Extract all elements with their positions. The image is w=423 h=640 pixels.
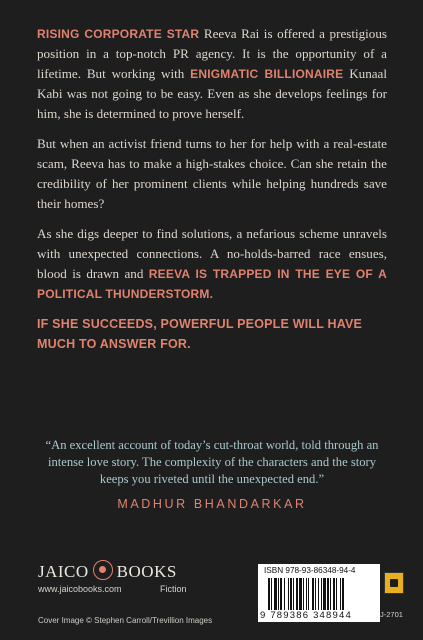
- barcode-bar: [306, 578, 307, 610]
- barcode-bar: [271, 578, 272, 610]
- barcode-bar: [293, 578, 294, 610]
- barcode-bar: [296, 578, 298, 610]
- barcode-bar: [290, 578, 292, 610]
- publisher-badge-icon: [384, 572, 404, 594]
- isbn-number: ISBN 978-93-86348-94-4: [264, 566, 356, 575]
- barcode-bar: [274, 578, 277, 610]
- testimonial-author: MADHUR BHANDARKAR: [117, 497, 307, 511]
- barcode-bar: [280, 578, 282, 610]
- barcode-bar: [333, 578, 335, 610]
- blurb-paragraph-2: But when an activist friend turns to her for help with a real-estate scam, Reeva has to make a high-stakes choice. Can she retain the credibility of her prominent clients while helping hundreds save their homes?: [37, 136, 387, 211]
- barcode-icon: [268, 578, 372, 610]
- testimonial-quote: “An excellent account of today’s cut-throat world, told through an intense love story. The complexity of the characters and the story keeps you riveted until the unexpected end.”: [45, 438, 379, 486]
- blurb-paragraph-3: [37, 224, 387, 304]
- barcode-bar: [288, 578, 289, 610]
- product-code: J-2701: [380, 610, 403, 619]
- barcode-bar: [321, 578, 322, 610]
- blurb-text: Reeva Rai is offered a prestigious position in a top-notch PR agency. It is the opportunity of a lifetime. But working with: [37, 26, 387, 81]
- jaico-sun-logo-icon: [93, 560, 113, 580]
- blurb-headline: IF SHE SUCCEEDS, POWERFUL PEOPLE WILL HAVE MUCH TO ANSWER FOR.: [37, 317, 363, 351]
- blurb-text: As she digs deeper to find solutions, a nefarious scheme unravels with unexpected connections. A no-holds-barred race ensues, blood is drawn and: [37, 226, 387, 281]
- blurb: [37, 24, 387, 364]
- barcode-bar: [303, 578, 304, 610]
- barcode-bar: [278, 578, 279, 610]
- publisher-name-left: JAICO: [38, 562, 89, 581]
- blurb-paragraph-1: [37, 24, 387, 124]
- publisher-block: [38, 560, 258, 600]
- barcode-bar: [299, 578, 302, 610]
- cover-image-credit: Cover Image © Stephen Carroll/Trevillion Images: [38, 616, 213, 625]
- barcode-bar: [318, 578, 319, 610]
- barcode-bar: [330, 578, 331, 610]
- barcode-bar: [342, 578, 344, 610]
- publisher-name: [38, 560, 177, 582]
- highlight-reeva-trapped: REEVA IS TRAPPED IN THE EYE OF A POLITICAL THUNDERSTORM.: [37, 267, 388, 301]
- barcode-bar: [327, 578, 329, 610]
- barcode-box: [258, 564, 380, 622]
- barcode-bar: [315, 578, 316, 610]
- publisher-name-right: BOOKS: [116, 562, 177, 581]
- barcode-bar: [284, 578, 285, 610]
- highlight-rising-corporate-star: RISING CORPORATE STAR: [37, 27, 200, 41]
- barcode-bar: [308, 578, 309, 610]
- barcode-bar: [268, 578, 270, 610]
- publisher-url: www.jaicobooks.com: [38, 584, 122, 594]
- barcode-digits: 9 789386 348944: [260, 610, 352, 621]
- barcode-bar: [323, 578, 326, 610]
- genre-label: Fiction: [160, 584, 187, 594]
- blurb-text: Kunaal Kabi was not going to be easy. Even as she develops feelings for him, she is determined to prove herself.: [37, 66, 387, 121]
- highlight-enigmatic-billionaire: ENIGMATIC BILLIONAIRE: [190, 67, 344, 81]
- barcode-bar: [336, 578, 337, 610]
- barcode-bar: [312, 578, 314, 610]
- barcode-bar: [340, 578, 341, 610]
